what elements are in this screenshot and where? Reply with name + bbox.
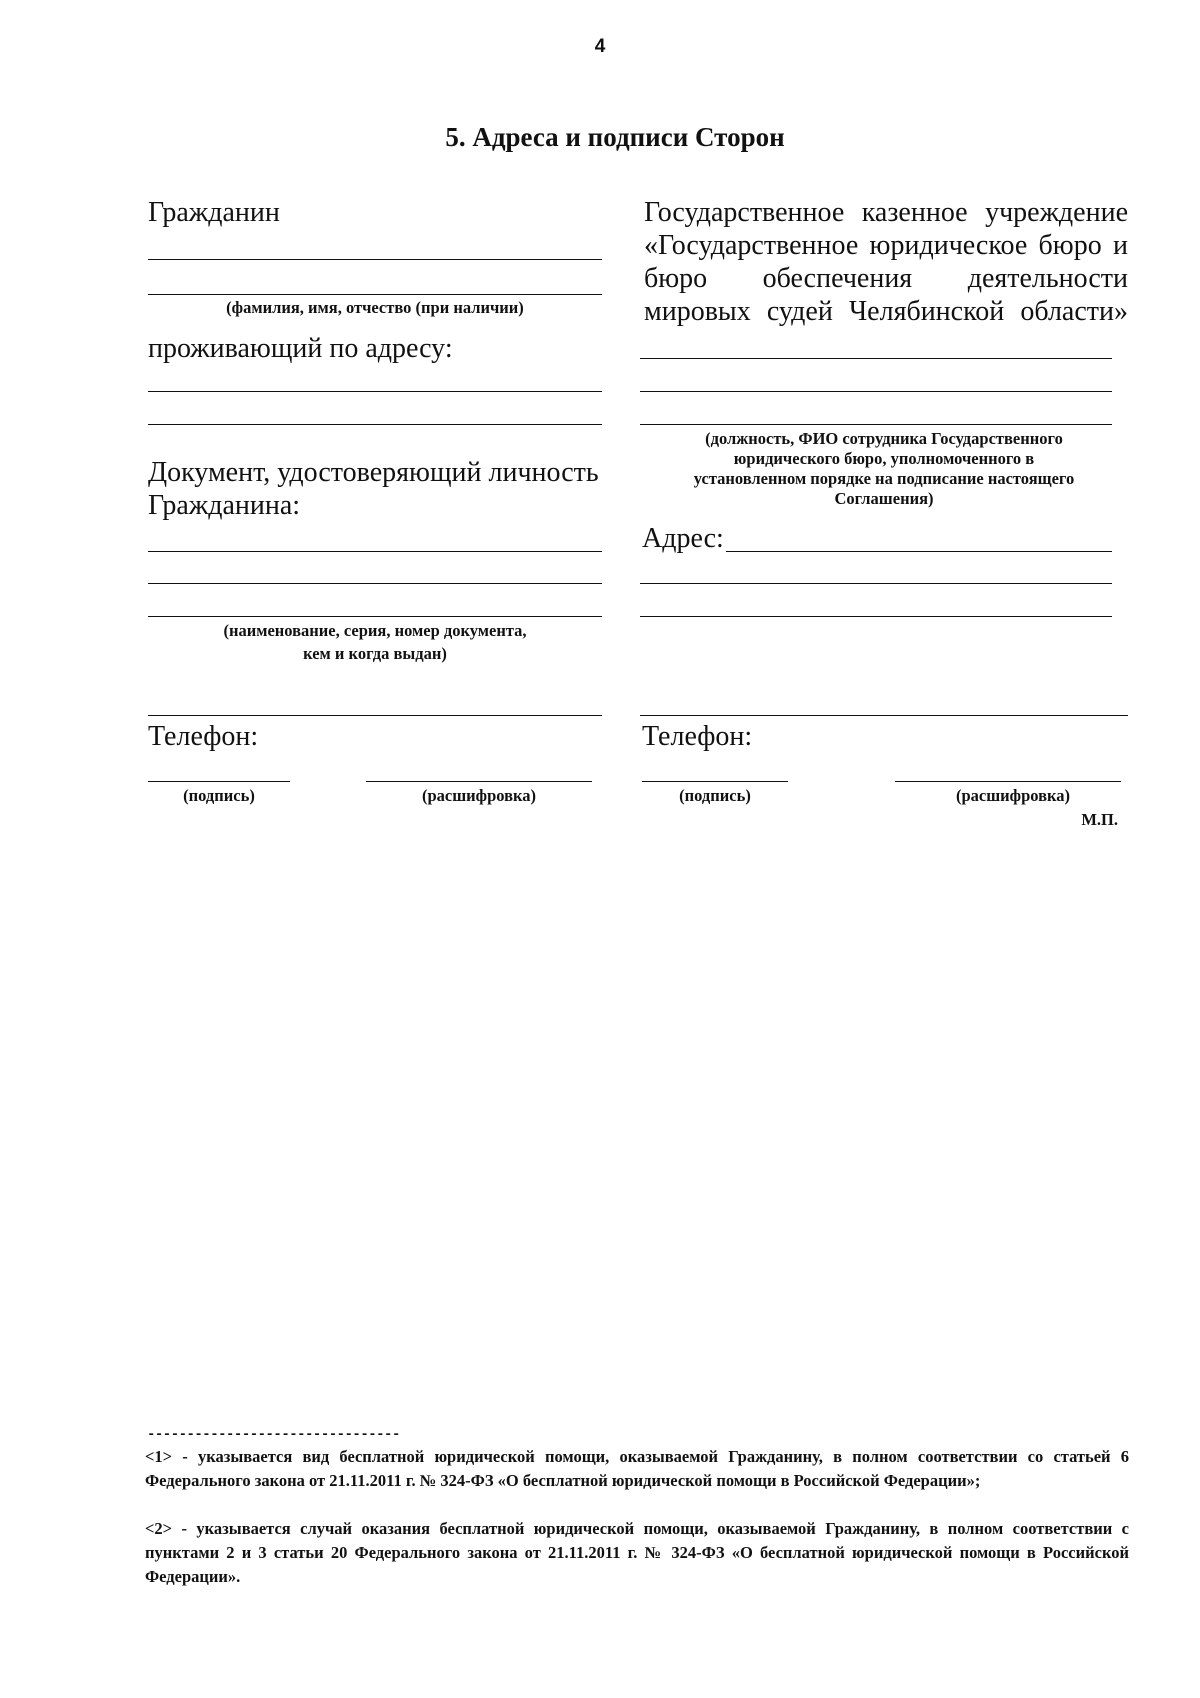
bureau-address-label: Адрес:	[642, 523, 724, 554]
bureau-address-line-3	[640, 616, 1112, 617]
citizen-name-caption: (фамилия, имя, отчество (при наличии)	[226, 298, 524, 317]
citizen-transcript-line	[366, 781, 592, 782]
citizen-signature-caption: (подпись)	[183, 786, 255, 805]
bureau-official-line-2	[640, 391, 1112, 392]
bureau-official-line-3	[640, 424, 1112, 425]
bureau-official-caption-line-1: (должность, ФИО сотрудника Государственного	[705, 429, 1063, 448]
bureau-name	[644, 196, 1128, 328]
citizen-document-line-3	[148, 616, 602, 617]
footnote-1: <1> - указывается вид бесплатной юридической помощи, оказываемой Гражданину, в полном соответствии со статьей 6 Федерального закона от 21.11.2011 г. № 324-ФЗ «О бесплатной юридической помощи в Российской Федерации»;	[145, 1447, 1129, 1490]
bureau-phone-label: Телефон:	[642, 721, 753, 752]
bureau-address-line-2	[640, 583, 1112, 584]
bureau-transcript-caption: (расшифровка)	[955, 786, 1071, 805]
citizen-document-label-1: Документ, удостоверяющий личность	[148, 457, 599, 488]
citizen-name-line-2	[148, 294, 602, 295]
bureau-signature-line	[642, 781, 788, 782]
bureau-signature-caption: (подпись)	[679, 786, 751, 805]
citizen-phone-label: Телефон:	[148, 721, 259, 752]
bureau-address-line-1	[726, 551, 1112, 552]
citizen-name-line-1	[148, 259, 602, 260]
page-number: 4	[594, 36, 606, 57]
footnote-2: <2> - указывается случай оказания бесплатной юридической помощи, оказываемой Гражданину, в полном соответствии с пунктами 2 и 3 статьи 20 Федерального закона от 21.11.2011 г. № 324-ФЗ «О бесплатной юридической помощи в Российской Федерации».	[145, 1519, 1129, 1586]
citizen-transcript-caption: (расшифровка)	[421, 786, 537, 805]
bureau-official-caption-line-3: установленном порядке на подписание настоящего	[693, 469, 1075, 488]
citizen-address-line-2	[148, 424, 602, 425]
citizen-phone-top-line	[148, 715, 602, 716]
bureau-official-caption-line-4: Соглашения)	[834, 489, 934, 508]
citizen-heading: Гражданин	[148, 197, 280, 228]
bureau-official-line-1	[640, 358, 1112, 359]
seal-mark: М.П.	[1081, 810, 1118, 829]
citizen-document-line-2	[148, 583, 602, 584]
bureau-transcript-line	[895, 781, 1121, 782]
citizen-signature-line	[148, 781, 290, 782]
footnote-separator: --------------------------------	[147, 1427, 400, 1443]
bureau-official-caption-line-2: юридического бюро, уполномоченного в	[733, 449, 1035, 468]
citizen-address-line-1	[148, 391, 602, 392]
bureau-name-line-1: Государственное казенное учреждение	[644, 197, 1128, 228]
bureau-name-line-4: мировых судей Челябинской области»	[644, 296, 1128, 327]
citizen-document-caption-2: кем и когда выдан)	[303, 644, 447, 663]
citizen-document-line-1	[148, 551, 602, 552]
citizen-address-label: проживающий по адресу:	[148, 333, 453, 364]
bureau-official-caption	[640, 429, 1128, 509]
bureau-name-line-2: «Государственное юридическое бюро и	[644, 230, 1128, 261]
bureau-phone-top-line	[640, 715, 1128, 716]
citizen-document-label-2: Гражданина:	[148, 490, 301, 521]
citizen-document-caption-1: (наименование, серия, номер документа,	[223, 621, 527, 640]
bureau-name-line-3: бюро обеспечения деятельности	[644, 263, 1128, 294]
section-title: 5. Адреса и подписи Сторон	[445, 122, 785, 152]
